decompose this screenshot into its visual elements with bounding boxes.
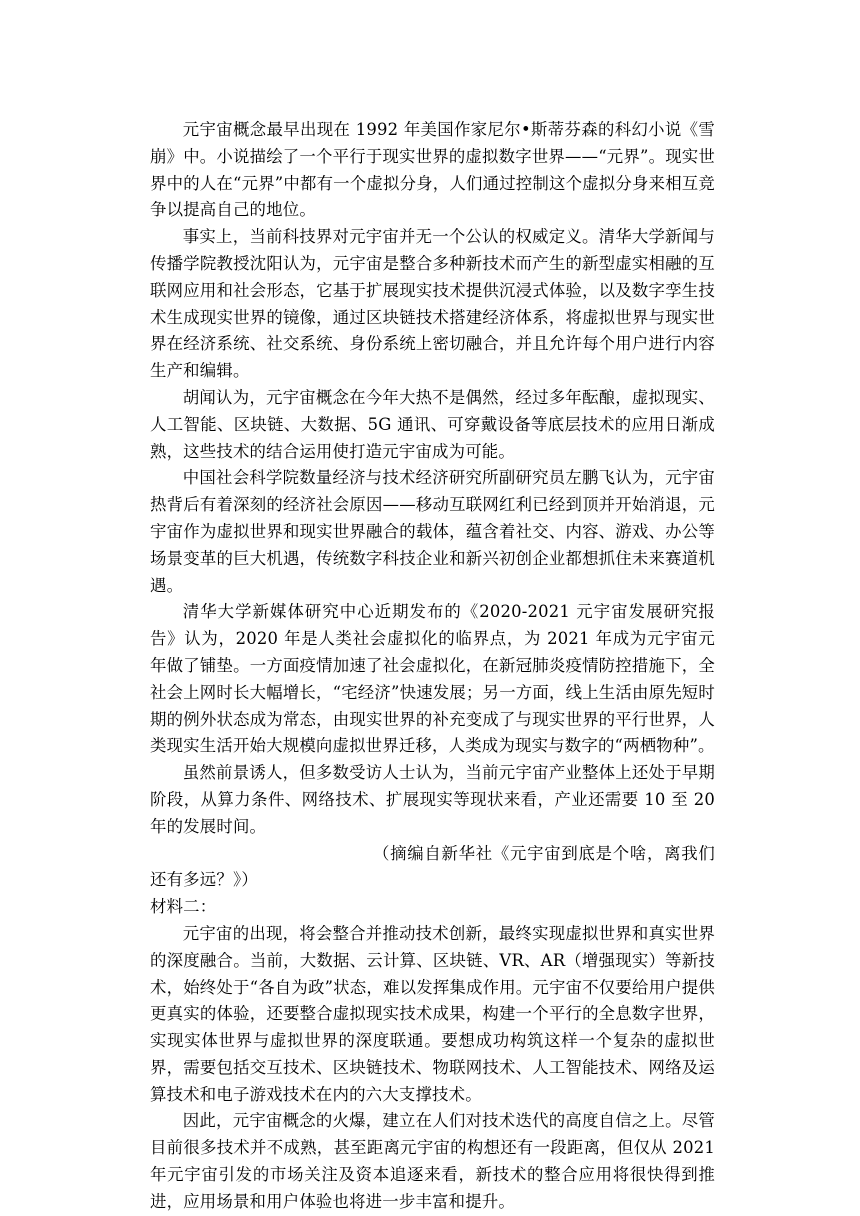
- paragraph-2: 事实上，当前科技界对元宇宙并无一个公认的权威定义。清华大学新闻与传播学院教授沈阳认为，元宇宙是整合多种新技术而产生的新型虚实相融的互联网应用和社会形态，它基于扩展现实技术提供沉浸式体验，以及数字孪生技术生成现实世界的镜像，通过区块链技术搭建经济体系，将虚拟世界与现实世界在经济系统、社交系统、身份系统上密切融合，并且允许每个用户进行内容生产和编辑。: [150, 227, 715, 381]
- paragraph-4: 中国社会科学院数量经济与技术经济研究所副研究员左鹏飞认为，元宇宙热背后有着深刻的经济社会原因——移动互联网红利已经到顶并开始消退，元宇宙作为虚拟世界和现实世界融合的载体，蕴含着社交、内容、游戏、办公等场景变革的巨大机遇，传统数字科技企业和新兴初创企业都想抓住未来赛道机遇。: [150, 468, 715, 595]
- document-body: [150, 117, 715, 1216]
- paragraph-6: 虽然前景诱人，但多数受访人士认为，当前元宇宙产业整体上还处于早期阶段，从算力条件、网络技术、扩展现实等现状来看，产业还需要 10 至 20 年的发展时间。: [150, 763, 715, 836]
- paragraph-8: 因此，元宇宙概念的火爆，建立在人们对技术迭代的高度自信之上。尽管目前很多技术并不成熟，甚至距离元宇宙的构想还有一段距离，但仅从 2021 年元宇宙引发的市场关注及资本追逐来看，新技术的整合应用将很快得到推进，应用场景和用户体验也将进一步丰富和提升。: [150, 1111, 715, 1211]
- paragraph-3: 胡闻认为，元宇宙概念在今年大热不是偶然，经过多年酝酿，虚拟现实、人工智能、区块链、大数据、5G 通讯、可穿戴设备等底层技术的应用日渐成熟，这些技术的结合运用使打造元宇宙成为可能。: [150, 387, 715, 461]
- paragraph-1: 元宇宙概念最早出现在 1992 年美国作家尼尔•斯蒂芬森的科幻小说《雪崩》中。小说描绘了一个平行于现实世界的虚拟数字世界——“元界”。现实世界中的人在“元界”中都有一个虚拟分身，人们通过控制这个虚拟分身来相互竞争以提高自己的地位。: [150, 120, 715, 220]
- source-citation: （摘编自新华社《元宇宙到底是个啥，离我们还有多远？》）: [150, 843, 715, 890]
- paragraph-5: 清华大学新媒体研究中心近期发布的《2020-2021 元宇宙发展研究报告》认为，2020 年是人类社会虚拟化的临界点，为 2021 年成为元宇宙元年做了铺垫。一方面疫情加速了社会虚拟化，在新冠肺炎疫情防控措施下，全社会上网时长大幅增长，“宅经济”快速发展；另一方面，线上生活由原先短时期的例外状态成为常态，由现实世界的补充变成了与现实世界的平行世界，人类现实生活开始大规模向虚拟世界迁移，人类成为现实与数字的“两栖物种”。: [150, 602, 715, 756]
- material-two-label: 材料二：: [150, 897, 217, 917]
- paragraph-7: 元宇宙的出现，将会整合并推动技术创新，最终实现虚拟世界和真实世界的深度融合。当前，大数据、云计算、区块链、VR、AR（增强现实）等新技术，始终处于“各自为政”状态，难以发挥集成作用。元宇宙不仅要给用户提供更真实的体验，还要整合虚拟现实技术成果，构建一个平行的全息数字世界，实现实体世界与虚拟世界的深度联通。要想成功构筑这样一个复杂的虚拟世界，需要包括交互技术、区块链技术、物联网技术、人工智能技术、网络及运算技术和电子游戏技术在内的六大支撑技术。: [150, 923, 715, 1104]
